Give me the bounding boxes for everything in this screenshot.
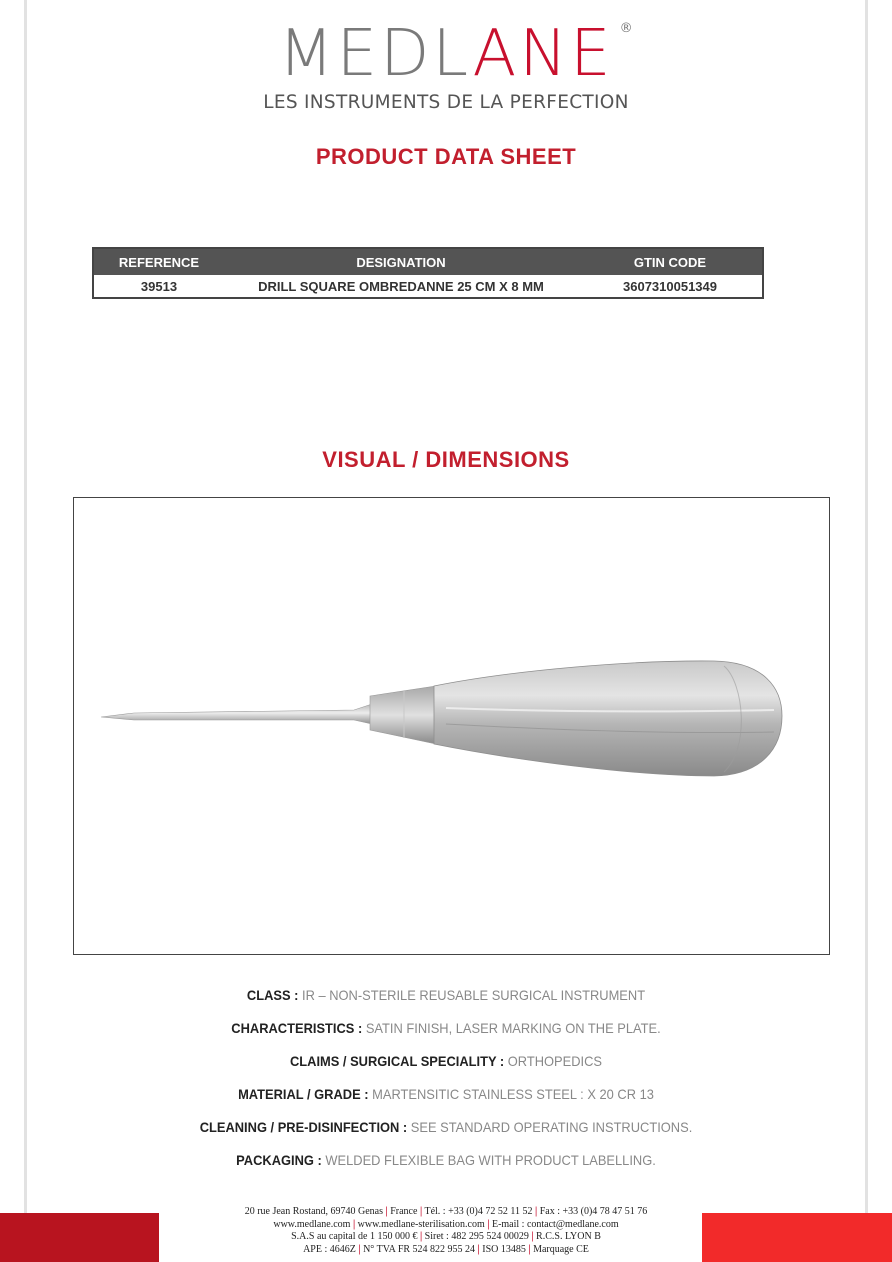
brand-tagline: LES INSTRUMENTS DE LA PERFECTION bbox=[263, 92, 629, 113]
brand-name-part1: MEDL bbox=[278, 17, 473, 91]
email-link[interactable]: E-mail : contact@medlane.com bbox=[491, 1218, 619, 1230]
spec-cleaning: CLEANING / PRE-DISINFECTION : SEE STANDARD OPERATING INSTRUCTIONS. bbox=[199, 1119, 693, 1135]
brand-wordmark bbox=[278, 17, 636, 91]
spec-packaging: PACKAGING : WELDED FLEXIBLE BAG WITH PRODUCT LABELLING. bbox=[236, 1152, 656, 1168]
cell-gtin: 3607310051349 bbox=[623, 278, 717, 294]
product-data-sheet-title: PRODUCT DATA SHEET bbox=[315, 144, 577, 169]
footer-line-legal: S.A.S au capital de 1 150 000 € | Siret : 482 295 524 00029 | R.C.S. LYON B bbox=[291, 1231, 601, 1242]
table-header-row bbox=[93, 248, 763, 275]
footer-line-address: 20 rue Jean Rostand, 69740 Genas | France | Tél. : +33 (0)4 72 52 11 52 | Fax : +33 (0)4 78 47 51 76 bbox=[244, 1206, 648, 1217]
brand-logo bbox=[0, 17, 892, 113]
spec-claims: CLAIMS / SURGICAL SPECIALITY : ORTHOPEDICS bbox=[289, 1053, 603, 1069]
footer-bar-right bbox=[702, 1213, 892, 1262]
brand-name-part2: ANE bbox=[472, 17, 614, 91]
reference-table bbox=[92, 247, 764, 299]
sterilisation-website-link[interactable]: www.medlane-sterilisation.com bbox=[357, 1218, 485, 1230]
spec-material: MATERIAL / GRADE : MARTENSITIC STAINLESS STEEL : X 20 CR 13 bbox=[238, 1086, 654, 1102]
header-gtin: GTIN CODE bbox=[578, 248, 763, 275]
product-specs bbox=[0, 984, 892, 1182]
drill-instrument-image bbox=[74, 498, 831, 956]
footer-bar-left bbox=[0, 1213, 159, 1262]
footer-line-registration: APE : 4646Z | N° TVA FR 524 822 955 24 | ISO 13485 | Marquage CE bbox=[303, 1243, 589, 1255]
spec-class: CLASS : IR – NON-STERILE REUSABLE SURGICAL INSTRUMENT bbox=[246, 987, 646, 1003]
spec-characteristics: CHARACTERISTICS : SATIN FINISH, LASER MARKING ON THE PLATE. bbox=[231, 1020, 661, 1036]
cell-reference: 39513 bbox=[140, 278, 178, 294]
drill-shaft bbox=[101, 704, 372, 724]
registered-mark: ® bbox=[619, 21, 636, 36]
visual-dimensions-title: VISUAL / DIMENSIONS bbox=[322, 447, 570, 472]
table-row bbox=[93, 275, 763, 298]
footer-line-web: www.medlane.com | www.medlane-sterilisation.com | E-mail : contact@medlane.com bbox=[273, 1218, 619, 1230]
cell-designation: DRILL SQUARE OMBREDANNE 25 CM X 8 MM bbox=[258, 278, 544, 294]
drill-handle bbox=[434, 661, 782, 776]
header-designation: DESIGNATION bbox=[224, 248, 578, 275]
website-link[interactable]: www.medlane.com bbox=[273, 1218, 351, 1230]
header-reference: REFERENCE bbox=[93, 248, 224, 275]
drill-collar bbox=[370, 686, 436, 744]
product-image-frame bbox=[73, 497, 830, 955]
